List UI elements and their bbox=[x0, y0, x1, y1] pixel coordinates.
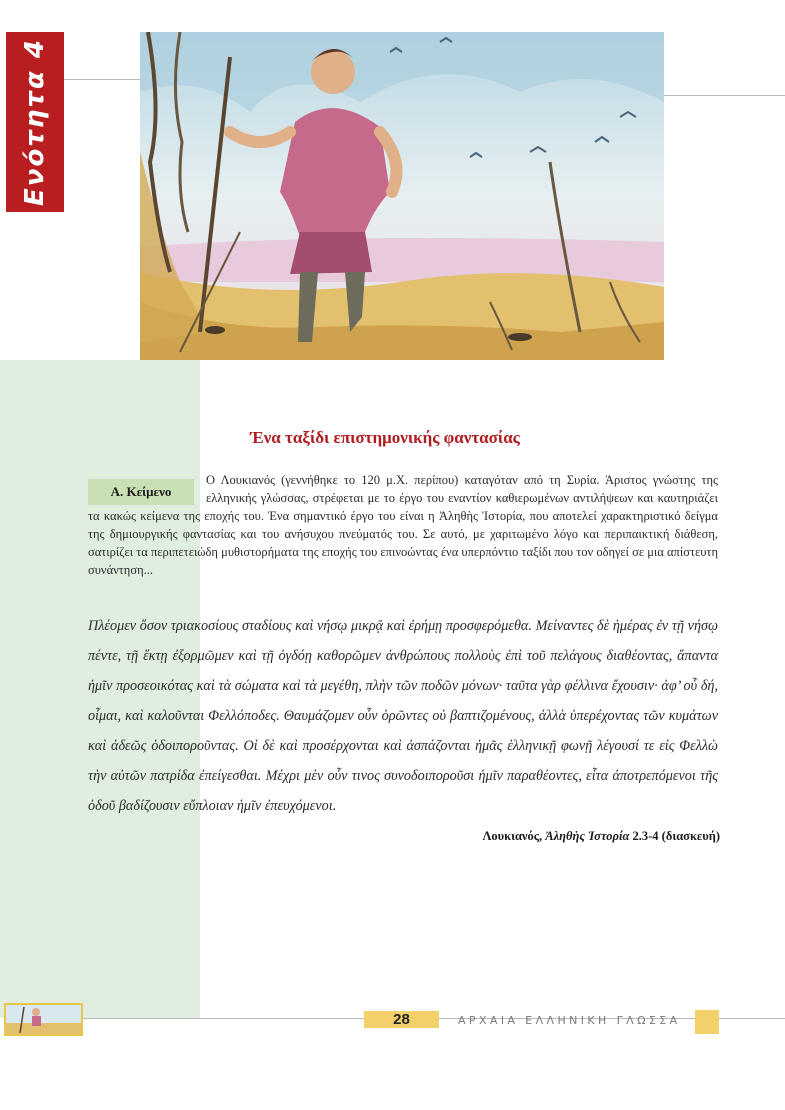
source-citation bbox=[300, 829, 720, 844]
ancient-text: Πλέομεν ὅσον τριακοσίους σταδίους καὶ νήσῳ μικρᾷ καὶ ἐρήμῃ προσφερόμεθα. Μείναντες δὲ ἡμέρας ἐν τῇ νήσῳ πέντε, τῇ ἕκτῃ ἐξορμῶμεν καὶ τῇ ὀγδόῃ καθορῶμεν ἀνθρώπους πολλοὺς ἐπὶ τοῦ πελάγους διαθέοντας, ἅπαντα ἡμῖν προσεοικότας καὶ τὰ σώματα καὶ τὰ μεγέθη, πλὴν τῶν ποδῶν μόνων· ταῦτα γὰρ φέλλινα ἔχουσιν· ἀφ’ οὗ δή, οἶμαι, καὶ καλοῦνται Φελλόποδες. Θαυμάζομεν οὖν ὁρῶντες οὐ βαπτιζομένους, ἀλλὰ ὑπερέχοντας τῶν κυμάτων καὶ ἀδεῶς ὁδοιποροῦντας. Οἱ δὲ καὶ προσέρχονται καὶ ἀσπάζονται ἡμᾶς ἑλληνικῇ φωνῇ λέγουσί τε εἰς Φελλὼ τὴν αὐτῶν πατρίδα ἐπείγεσθαι. Μέχρι μὲν οὖν τινος συνοδοιποροῦσι ἡμῖν παραθέοντες, εἶτα ἀποτρεπόμενοι τῆς ὁδοῦ βαδίζουσιν εὔπλοιαν ἡμῖν ἐπευχόμενοι. bbox=[88, 618, 718, 814]
illustration bbox=[140, 32, 664, 360]
page-number: 28 bbox=[364, 1011, 439, 1028]
section-label: Α. Κείμενο bbox=[88, 479, 194, 505]
divider bbox=[664, 95, 785, 96]
chapter-tab bbox=[6, 32, 64, 212]
chapter-tab-label: Ενότητα 4 bbox=[20, 37, 50, 207]
source-author: Λουκιανός, bbox=[482, 829, 543, 843]
source-ref: 2.3-4 (διασκευή) bbox=[632, 829, 720, 843]
thumbnail-image bbox=[4, 1003, 83, 1036]
book-title: ΑΡΧΑΙΑ ΕΛΛΗΝΙΚΗ ΓΛΩΣΣΑ bbox=[458, 1014, 681, 1027]
intro-text: Ο Λουκιανός (γεννήθηκε το 120 μ.Χ. περίπου) καταγόταν από τη Συρία. Άριστος γνώστης της ελληνικής γλώσσας, στρέφεται με το έργο του εναντίον καθιερωμένων αντιλήψεων και καυτηριάζει τα κακώς κείμενα της εποχής του. Ένα σημαντικό έργο του είναι η Ἀληθὴς Ἱστορία, που αποτελεί χαρακτηριστικό δείγμα της δημιουργικής φαντασίας και του ανήσυχου πνεύματός του. Σε αυτό, με χαριτωμένο λόγο και περιπαικτική διάθεση, σατιρίζει τα περιπετειώδη μυθιστορήματα της εποχής του επινοώντας ένα υπερπόντιο ταξίδι που τον οδηγεί σε μια απίστευτη συνάντηση... bbox=[88, 473, 718, 577]
page-title: Ένα ταξίδι επιστημονικής φαντασίας bbox=[250, 428, 520, 447]
footer-square bbox=[695, 1010, 719, 1034]
divider bbox=[64, 79, 140, 80]
thumbnail-illustration bbox=[6, 1005, 81, 1034]
source-work: Ἀληθὴς Ἱστορία bbox=[545, 829, 630, 843]
